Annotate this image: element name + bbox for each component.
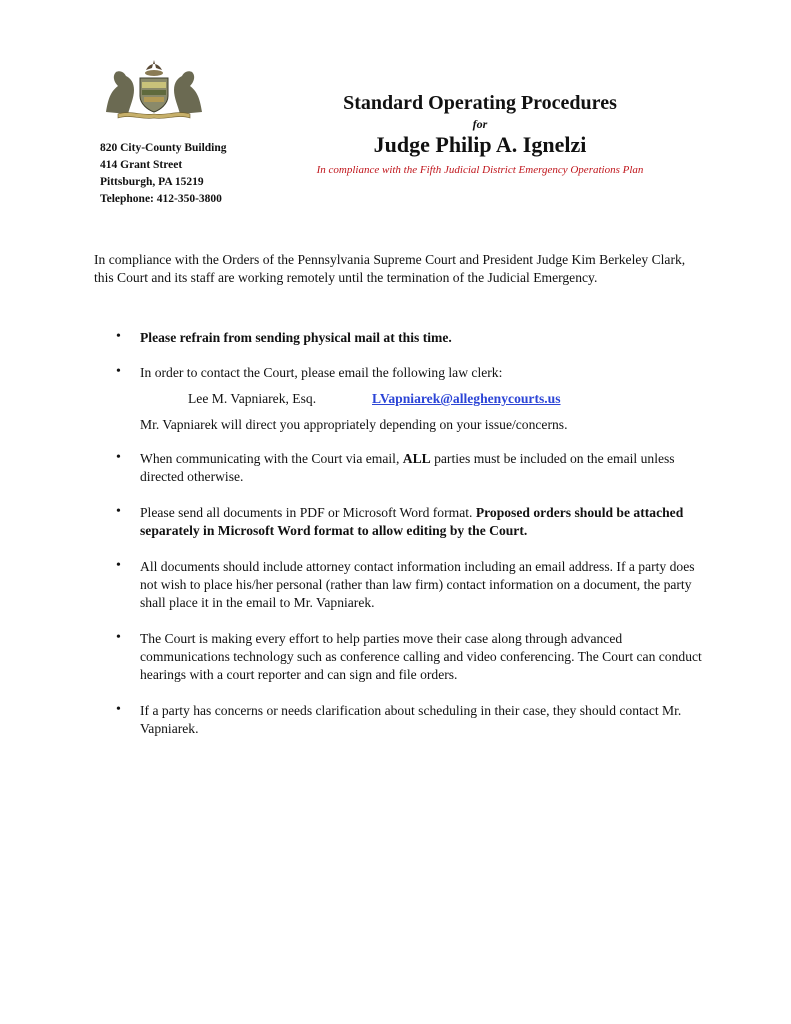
- bullet-marker: •: [116, 329, 121, 344]
- bullet-text: [140, 450, 704, 486]
- list-item: [94, 329, 704, 347]
- text-emphasis: Proposed orders should be attached separately in Microsoft Word format to allow editing by the Court.: [140, 505, 684, 538]
- title-for: for: [472, 117, 488, 131]
- compliance-note: In compliance with the Fifth Judicial District Emergency Operations Plan: [316, 164, 644, 176]
- bullet-marker: •: [116, 364, 121, 379]
- list-item: [94, 558, 704, 612]
- bullet-text: All documents should include attorney contact information including an email address. If a party does not wish to place his/her personal (rather than law firm) contact information on a document, the party shall place it in the email to Mr. Vapniarek.: [140, 559, 695, 610]
- intro-paragraph: In compliance with the Orders of the Pennsylvania Supreme Court and President Judge Kim Berkeley Clark, this Court and its staff are working remotely until the termination of the Judicial Emergency.: [94, 252, 686, 285]
- address-line: Pittsburgh, PA 15219: [100, 176, 204, 188]
- list-item: [94, 630, 704, 684]
- bullet-text: If a party has concerns or needs clarification about scheduling in their case, they should contact Mr. Vapniarek.: [140, 703, 682, 736]
- text-part: When communicating with the Court via email,: [140, 451, 403, 466]
- bullet-text: Please refrain from sending physical mail at this time.: [140, 330, 452, 345]
- list-item: [94, 450, 704, 486]
- court-address: [100, 140, 300, 208]
- clerk-email-link[interactable]: LVapniarek@alleghenycourts.us: [372, 391, 561, 406]
- address-line: 820 City-County Building: [100, 142, 227, 154]
- address-line: 414 Grant Street: [100, 159, 183, 171]
- bullet-marker: •: [116, 558, 121, 573]
- bullet-marker: •: [116, 702, 121, 717]
- list-item: [94, 364, 704, 434]
- bullet-marker: •: [116, 504, 121, 519]
- list-item: [94, 504, 704, 540]
- bullet-marker: •: [116, 450, 121, 465]
- telephone-line: Telephone: 412-350-3800: [100, 193, 222, 205]
- text-part: parties must be included on the email unless directed otherwise.: [140, 451, 675, 484]
- list-item: [94, 702, 704, 738]
- bullet-followup: Mr. Vapniarek will direct you appropriately depending on your issue/concerns.: [140, 417, 568, 432]
- bullet-text: The Court is making every effort to help parties move their case along through advanced communications technology such as conference calling and video conferencing. The Court can conduct hearings with a court reporter and can sign and file orders.: [140, 631, 702, 682]
- text-part: Please send all documents in PDF or Microsoft Word format.: [140, 505, 476, 520]
- coat-of-arms-icon: [100, 52, 208, 120]
- clerk-name: Lee M. Vapniarek, Esq.: [188, 391, 317, 406]
- document-title: Standard Operating Procedures: [343, 92, 617, 114]
- bullet-marker: •: [116, 630, 121, 645]
- bullet-text: [140, 504, 704, 540]
- bullet-text: In order to contact the Court, please email the following law clerk:: [140, 365, 503, 380]
- contact-row: [94, 390, 704, 412]
- text-emphasis: ALL: [402, 451, 431, 466]
- judge-name: Judge Philip A. Ignelzi: [373, 132, 587, 157]
